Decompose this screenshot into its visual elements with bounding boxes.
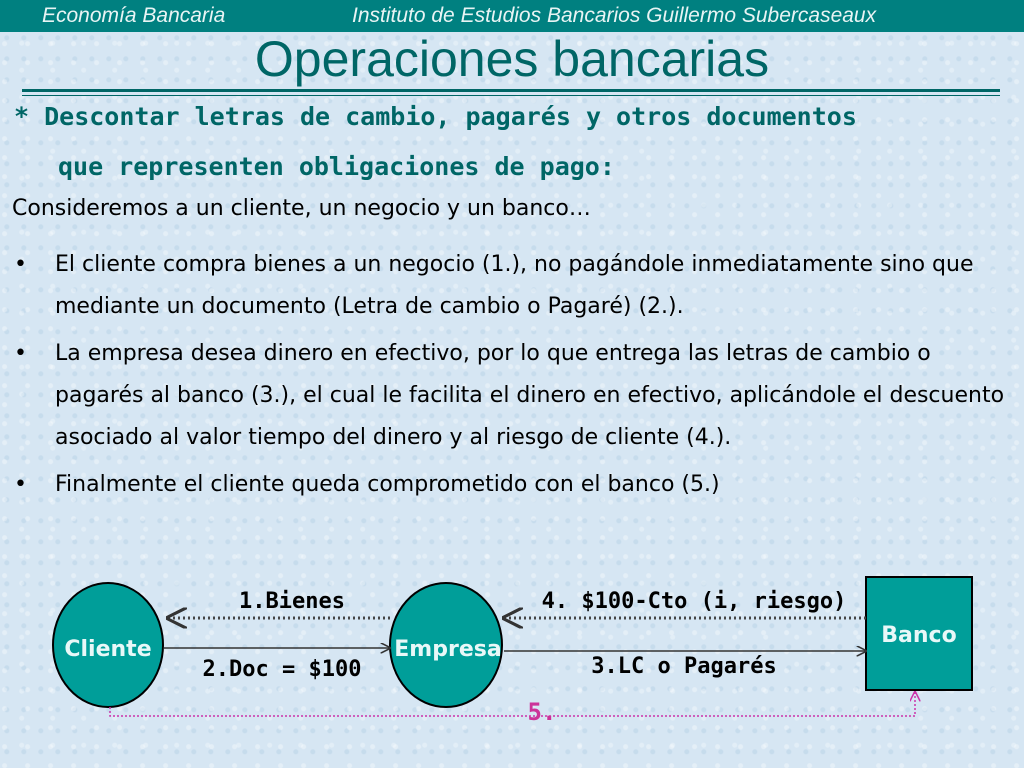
edge-bienes-label: 1.Bienes	[239, 589, 345, 614]
subtitle-line-2: que representen obligaciones de pago:	[58, 152, 615, 181]
page-title: Operaciones bancarias	[254, 31, 770, 87]
node-banco-label: Banco	[881, 623, 957, 648]
edge-cto-label: 4. $100-Cto (i, riesgo)	[541, 589, 847, 614]
bullet-list	[0, 244, 1024, 511]
node-empresa-label: Empresa	[394, 637, 502, 662]
edge-doc-label: 2.Doc = $100	[202, 657, 362, 682]
list-item	[0, 244, 1024, 328]
bullet-marker: •	[14, 341, 27, 366]
node-cliente-label: Cliente	[64, 637, 152, 662]
subtitle-line-1: * Descontar letras de cambio, pagarés y otros documentos	[14, 102, 857, 131]
header-course: Economía Bancaria	[42, 4, 226, 27]
edge-compromiso	[110, 692, 915, 716]
intro-text: Consideremos a un cliente, un negocio y un banco…	[12, 196, 591, 221]
bullet-marker: •	[14, 472, 27, 497]
flow-diagram	[0, 570, 1024, 768]
bullet-text: El cliente compra bienes a un negocio (1.), no pagándole inmediatamente sino que mediante un documento (Letra de cambio o Pagaré) (2.).	[55, 252, 974, 319]
edge-lc-label: 3.LC o Pagarés	[591, 654, 777, 679]
edge-compromiso-label: 5.	[527, 698, 557, 726]
header-bar	[0, 0, 1024, 32]
header-institute: Instituto de Estudios Bancarios Guillermo Subercaseaux	[352, 4, 877, 27]
list-item	[0, 333, 1024, 459]
subtitle	[14, 92, 1019, 192]
bullet-text: Finalmente el cliente queda comprometido con el banco (5.)	[55, 472, 720, 497]
bullet-marker: •	[14, 252, 27, 277]
bullet-text: La empresa desea dinero en efectivo, por lo que entrega las letras de cambio o pagarés al banco (3.), el cual le facilita el dinero en efectivo, aplicándole el descuento asociado al valor tiempo del dinero y al riesgo de cliente (4.).	[55, 341, 1005, 450]
list-item	[0, 464, 1024, 506]
